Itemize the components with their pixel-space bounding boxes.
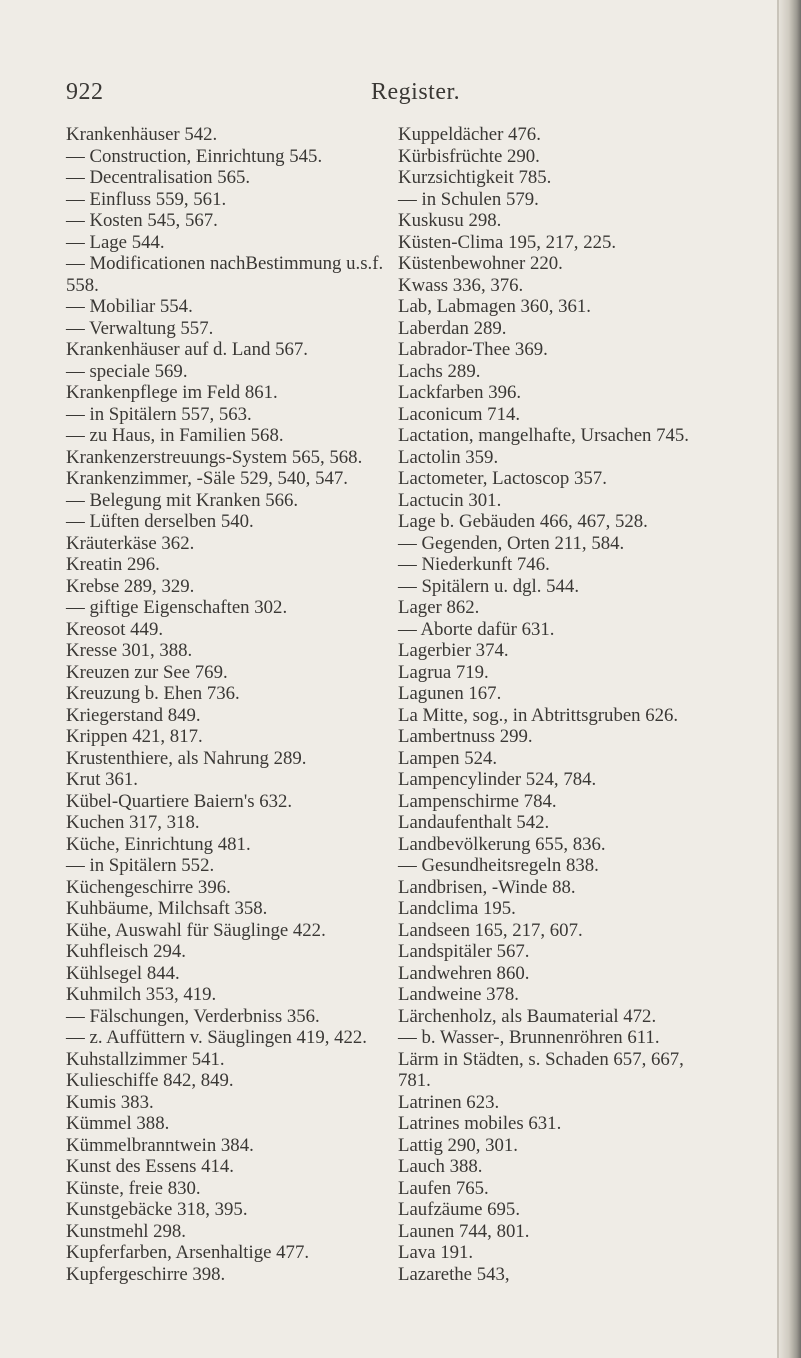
- index-entry: Kühlsegel 844.: [66, 962, 180, 984]
- index-entry: Lachs 289.: [398, 360, 481, 382]
- index-entry: Kuhfleisch 294.: [66, 941, 186, 962]
- index-entry: Kresse 301, 388.: [66, 640, 193, 661]
- index-entry: 781.: [398, 1070, 431, 1091]
- index-entry: Krankenhäuser auf d. Land 567.: [66, 339, 308, 360]
- index-entry: Laberdan 289.: [398, 317, 507, 339]
- index-entry: Kuhbäume, Milchsaft 358.: [66, 898, 268, 919]
- index-entry: — speciale 569.: [66, 360, 188, 382]
- index-entry: Kreosot 449.: [66, 618, 164, 640]
- index-entry: — in Schulen 579.: [398, 188, 539, 210]
- index-entry: — Gesundheitsregeln 838.: [398, 855, 599, 876]
- index-entry: Küsten-Clima 195, 217, 225.: [398, 231, 617, 253]
- index-entry: Küstenbewohner 220.: [398, 253, 563, 274]
- index-entry: Lab, Labmagen 360, 361.: [398, 296, 591, 317]
- index-entry: Kuhmilch 353, 419.: [66, 984, 217, 1005]
- index-entry: — Lüften derselben 540.: [66, 511, 254, 532]
- index-entry: Latrinen 623.: [398, 1091, 500, 1113]
- index-entry: Kreuzung b. Ehen 736.: [66, 683, 240, 704]
- index-entry: Lava 191.: [398, 1242, 474, 1263]
- index-entry: Krankenpflege im Feld 861.: [66, 382, 278, 403]
- index-entry: Landaufenthalt 542.: [398, 812, 550, 833]
- index-entry: Labrador-Thee 369.: [398, 339, 548, 360]
- index-entry: Kuchen 317, 318.: [66, 812, 200, 833]
- index-entry: Lazarethe 543,: [398, 1263, 510, 1285]
- index-column-left: [66, 124, 383, 1285]
- index-entry: Launen 744, 801.: [398, 1220, 530, 1242]
- index-entry: — Fälschungen, Verderbniss 356.: [66, 1005, 320, 1027]
- index-entry: Kunstmehl 298.: [66, 1220, 186, 1242]
- index-entry: Krankenzimmer, -Säle 529, 540, 547.: [66, 468, 348, 489]
- index-entry: — in Spitälern 552.: [66, 855, 215, 876]
- index-entry: Lampencylinder 524, 784.: [398, 769, 597, 790]
- index-entry: Kulieschiffe 842, 849.: [66, 1070, 234, 1091]
- index-entry: Kunst des Essens 414.: [66, 1156, 234, 1177]
- index-entry: Lagerbier 374.: [398, 640, 509, 661]
- index-entry: Lagrua 719.: [398, 661, 489, 683]
- index-entry: Landwehren 860.: [398, 962, 530, 984]
- page-edge-shadow: [779, 0, 801, 1358]
- index-entry: Kürbisfrüchte 290.: [398, 145, 540, 167]
- index-entry: Kriegerstand 849.: [66, 704, 201, 726]
- running-head: Register.: [371, 79, 461, 105]
- index-entry: Lagunen 167.: [398, 683, 502, 704]
- index-entry: Lactation, mangelhafte, Ursachen 745.: [398, 425, 689, 446]
- index-entry: — Niederkunft 746.: [398, 554, 550, 575]
- index-entry: — z. Auffüttern v. Säuglingen 419, 422.: [66, 1027, 367, 1048]
- index-entry: Kuskusu 298.: [398, 210, 502, 231]
- index-entry: Kübel-Quartiere Baiern's 632.: [66, 790, 293, 812]
- index-entry: Landclima 195.: [398, 898, 516, 919]
- index-entry: Landbevölkerung 655, 836.: [398, 833, 606, 855]
- index-entry: Krankenhäuser 542.: [66, 124, 218, 145]
- index-entry: — in Spitälern 557, 563.: [66, 403, 252, 425]
- index-entry: — Spitälern u. dgl. 544.: [398, 575, 580, 597]
- index-column-right: [398, 124, 689, 1285]
- index-entry: Kümmel 388.: [66, 1113, 170, 1134]
- index-entry: Landseen 165, 217, 607.: [398, 919, 583, 941]
- index-entry: Kreuzen zur See 769.: [66, 661, 228, 683]
- index-entry: La Mitte, sog., in Abtrittsgruben 626.: [398, 704, 679, 726]
- index-entry: Krustenthiere, als Nahrung 289.: [66, 747, 307, 769]
- index-entry: — Einfluss 559, 561.: [66, 188, 227, 210]
- index-entry: Kurzsichtigkeit 785.: [398, 167, 552, 188]
- index-entry: Lactolin 359.: [398, 446, 499, 468]
- index-entry: — zu Haus, in Familien 568.: [66, 425, 284, 446]
- index-entry: — Aborte dafür 631.: [398, 618, 555, 640]
- index-entry: Kupfergeschirre 398.: [66, 1263, 226, 1285]
- index-entry: Küche, Einrichtung 481.: [66, 833, 251, 855]
- index-entry: Lampenschirme 784.: [398, 790, 557, 812]
- index-entry: — b. Wasser-, Brunnenröhren 611.: [398, 1027, 660, 1048]
- index-entry: Kühe, Auswahl für Säuglinge 422.: [66, 919, 326, 941]
- index-entry: — Lage 544.: [66, 231, 165, 253]
- index-entry: Lattig 290, 301.: [398, 1134, 518, 1156]
- index-entry: Lärm in Städten, s. Schaden 657, 667,: [398, 1048, 684, 1070]
- index-entry: Kuhstallzimmer 541.: [66, 1048, 225, 1070]
- index-entry: Kräuterkäse 362.: [66, 532, 195, 554]
- index-entry: Lampen 524.: [398, 747, 498, 769]
- index-entry: — Gegenden, Orten 211, 584.: [398, 532, 625, 554]
- index-entry: — Modificationen nachBestimmung u.s.f.: [66, 253, 384, 274]
- index-entry: Kuppeldächer 476.: [398, 124, 541, 145]
- index-entry: 558.: [66, 274, 99, 296]
- index-entry: Lactometer, Lactoscop 357.: [398, 468, 607, 489]
- index-entry: Landweine 378.: [398, 984, 519, 1005]
- index-entry: Künste, freie 830.: [66, 1177, 201, 1199]
- index-entry: Krippen 421, 817.: [66, 726, 203, 747]
- index-entry: Lackfarben 396.: [398, 382, 522, 403]
- index-entry: Laconicum 714.: [398, 403, 521, 425]
- index-entry: Laufzäume 695.: [398, 1199, 521, 1220]
- index-entry: Kumis 383.: [66, 1091, 154, 1113]
- index-entry: — Kosten 545, 567.: [66, 210, 218, 231]
- index-entry: Lärchenholz, als Baumaterial 472.: [398, 1005, 657, 1027]
- index-entry: Kreatin 296.: [66, 554, 160, 575]
- index-entry: Landbrisen, -Winde 88.: [398, 876, 576, 898]
- index-entry: Lage b. Gebäuden 466, 467, 528.: [398, 511, 648, 532]
- index-entry: Kupferfarben, Arsenhaltige 477.: [66, 1242, 310, 1263]
- index-entry: — Verwaltung 557.: [66, 317, 214, 339]
- index-entry: Kwass 336, 376.: [398, 274, 524, 296]
- index-entry: Kümmelbranntwein 384.: [66, 1134, 254, 1156]
- index-entry: — Belegung mit Kranken 566.: [66, 489, 299, 511]
- index-entry: — giftige Eigenschaften 302.: [66, 597, 288, 618]
- index-entry: Krut 361.: [66, 769, 138, 790]
- index-entry: Laufen 765.: [398, 1177, 489, 1199]
- index-entry: — Construction, Einrichtung 545.: [66, 145, 323, 167]
- index-entry: Landspitäler 567.: [398, 941, 530, 962]
- index-entry: Lactucin 301.: [398, 489, 502, 511]
- index-entry: Lauch 388.: [398, 1156, 483, 1177]
- index-entry: — Decentralisation 565.: [66, 167, 251, 188]
- page-number: 922: [66, 79, 104, 105]
- index-entry: Krebse 289, 329.: [66, 575, 195, 597]
- index-entry: Krankenzerstreuungs-System 565, 568.: [66, 446, 363, 468]
- index-entry: Lambertnuss 299.: [398, 726, 533, 747]
- index-entry: Lager 862.: [398, 597, 480, 618]
- index-entry: — Mobiliar 554.: [66, 296, 193, 317]
- index-entry: Küchengeschirre 396.: [66, 876, 231, 898]
- index-entry: Kunstgebäcke 318, 395.: [66, 1199, 248, 1220]
- index-entry: Latrines mobiles 631.: [398, 1113, 562, 1134]
